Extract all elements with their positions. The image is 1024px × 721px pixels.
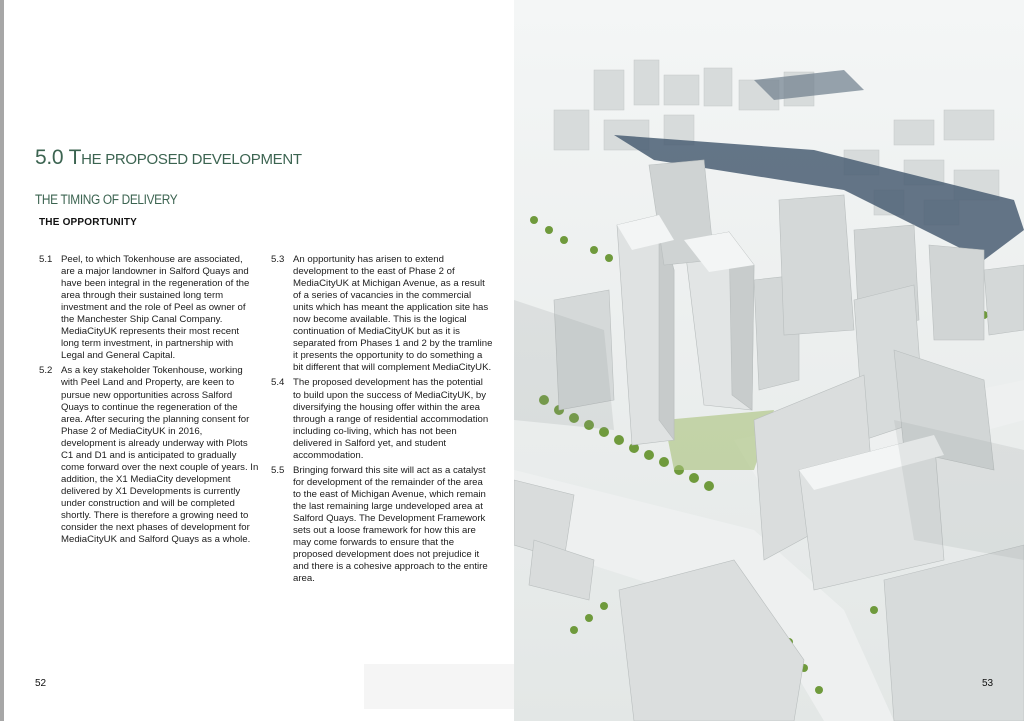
paragraph-text: An opportunity has arisen to extend development to the east of Phase 2 of MediaCityUK at Michigan Avenue, as a result of a series of vacancies in the commercial units which has meant the application site has now become available. This is the logical continuation of MediaCityUK but as it is separated from Phases 1 and 2 by the tramline it presents the opportunity to do something a bit different that will complement MediaCityUK. (293, 254, 493, 374)
text-column-right (271, 254, 493, 588)
paragraph-number: 5.4 (271, 377, 285, 389)
paragraph-text: Bringing forward this site will act as a catalyst for development of the remainder of the area to the east of Michigan Avenue, which remain the last remaining large undeveloped area at Salford Quays. The Development Framework sets out a loose framework for how this are may come forwards to ensure that the proposed development does not prejudice it and there is a cohesive approach to the entire area. (293, 464, 488, 585)
paragraph-text: The proposed development has the potential to build upon the success of MediaCityUK, by diversifying the housing offer within the area through a range of residential accommodation including co-living, which has not been delivered in Salford yet, and student accommodation. (293, 377, 489, 461)
paragraph-number: 5.5 (271, 464, 285, 476)
paragraph (39, 254, 259, 362)
paragraph (39, 365, 259, 546)
subsection-title: THE TIMING OF DELIVERY (35, 192, 178, 207)
page-number-left: 52 (35, 678, 47, 689)
page-number-right: 53 (982, 678, 994, 689)
paragraph-text: Peel, to which Tokenhouse are associated, are a major landowner in Salford Quays and have been integral in the regeneration of the area through their sustained long term investment and the role of Peel as owner of the Manchester Ship Canal Company. MediaCityUK represents their most recent long term investment, in partnership with Legal and General Capital. (61, 254, 250, 362)
paragraph-number: 5.2 (39, 365, 53, 377)
text-column-left (39, 254, 259, 549)
aerial-render-image (514, 0, 1024, 721)
section-title-rest: HE PROPOSED DEVELOPMENT (81, 151, 302, 168)
subheading: THE OPPORTUNITY (39, 217, 138, 228)
paragraph-text: As a key stakeholder Tokenhouse, working with Peel Land and Property, are keen to pursue new opportunities across Salford Quays to continue the regeneration of the area. After securing the planning consent for Phase 2 of MediaCityUK in 2016, development is already underway with Plots C1 and D1 and is anticipated to gradually come forward over the next couple of years. In addition, the X1 MediaCity development delivered by X1 Developments is currently under construction and will be completed shortly. There is therefore a growing need to consider the next phases of development for MediaCityUK and Salford Quays as a whole. (61, 365, 259, 546)
watermark-overlay (364, 664, 514, 709)
section-title (35, 146, 302, 170)
paragraph (271, 254, 493, 374)
section-number: 5.0 (35, 146, 64, 169)
paragraph (271, 465, 493, 585)
paragraph-number: 5.3 (271, 254, 285, 265)
paragraph (271, 377, 493, 461)
right-page (514, 0, 1024, 721)
section-title-initial: T (68, 146, 82, 169)
paragraph-number: 5.1 (39, 254, 53, 265)
